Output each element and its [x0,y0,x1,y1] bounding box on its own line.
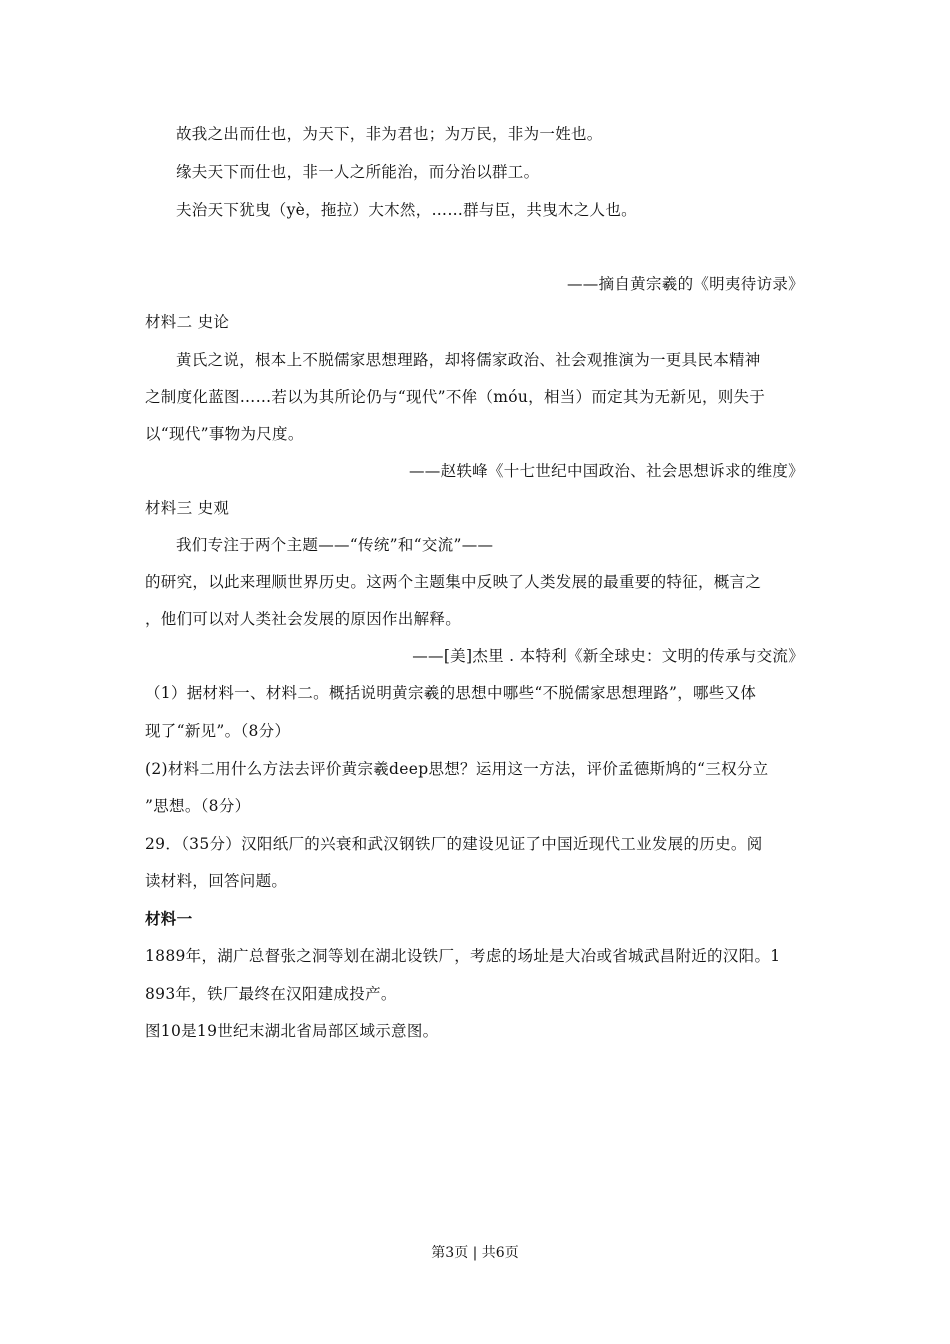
quote-line-3: 夫治天下犹曳（yè，拖拉）大木然，……群与臣，共曳木之人也。 [176,201,637,219]
question-29-line-1: 29．（35分）汉阳纸厂的兴衰和武汉钢铁厂的建设见证了中国近现代工业发展的历史。阅 [145,835,763,853]
source-1: ——摘自黄宗羲的《明夷待访录》 [566,275,804,293]
question-29-line-2: 读材料，回答问题。 [145,872,288,890]
material-1-line-2: 893年，铁厂最终在汉阳建成投产。 [145,985,397,1003]
question-1-line-1: （1）据材料一、材料二。概括说明黄宗羲的思想中哪些“不脱儒家思想理路”，哪些又体 [145,684,757,702]
material-2-line-2: 之制度化蓝图……若以为其所论仍与“现代”不侔（móu，相当）而定其为无新见，则失于 [145,388,766,406]
quote-line-1: 故我之出而仕也，为天下，非为君也；为万民，非为一姓也。 [176,125,603,143]
material-3-line-1: 我们专注于两个主题——“传统”和“交流”—— [176,536,494,554]
material-1-heading: 材料一 [145,910,193,928]
material-2-line-1: 黄氏之说，根本上不脱儒家思想理路，却将儒家政治、社会观推演为一更具民本精神 [176,351,761,369]
material-1-line-3: 图10是19世纪末湖北省局部区域示意图。 [145,1022,439,1040]
source-2: ——赵轶峰《十七世纪中国政治、社会思想诉求的维度》 [408,462,804,480]
question-2-line-1: (2)材料二用什么方法去评价黄宗羲deep思想？运用这一方法，评价孟德斯鸠的“三权分立 [145,760,769,778]
material-3-line-3: ，他们可以对人类社会发展的原因作出解释。 [145,610,462,628]
material-2-heading: 材料二 史论 [145,313,230,331]
material-1-line-1: 1889年，湖广总督张之洞等划在湖北设铁厂，考虑的场址是大冶或省城武昌附近的汉阳。1 [145,947,781,965]
quote-line-2: 缘夫天下而仕也，非一人之所能治，而分治以群工。 [176,163,540,181]
source-3: ——[美]杰里 . 本特利《新全球史：文明的传承与交流》 [412,647,804,665]
material-3-heading: 材料三 史观 [145,499,230,517]
material-2-line-3: 以“现代”事物为尺度。 [145,425,304,443]
material-3-line-2: 的研究，以此来理顺世界历史。这两个主题集中反映了人类发展的最重要的特征，概言之 [145,573,762,591]
question-2-line-2: ”思想。（8分） [145,797,251,815]
page-footer: 第3页 | 共6页 [431,1245,519,1261]
question-1-line-2: 现了“新见”。（8分） [145,722,291,740]
